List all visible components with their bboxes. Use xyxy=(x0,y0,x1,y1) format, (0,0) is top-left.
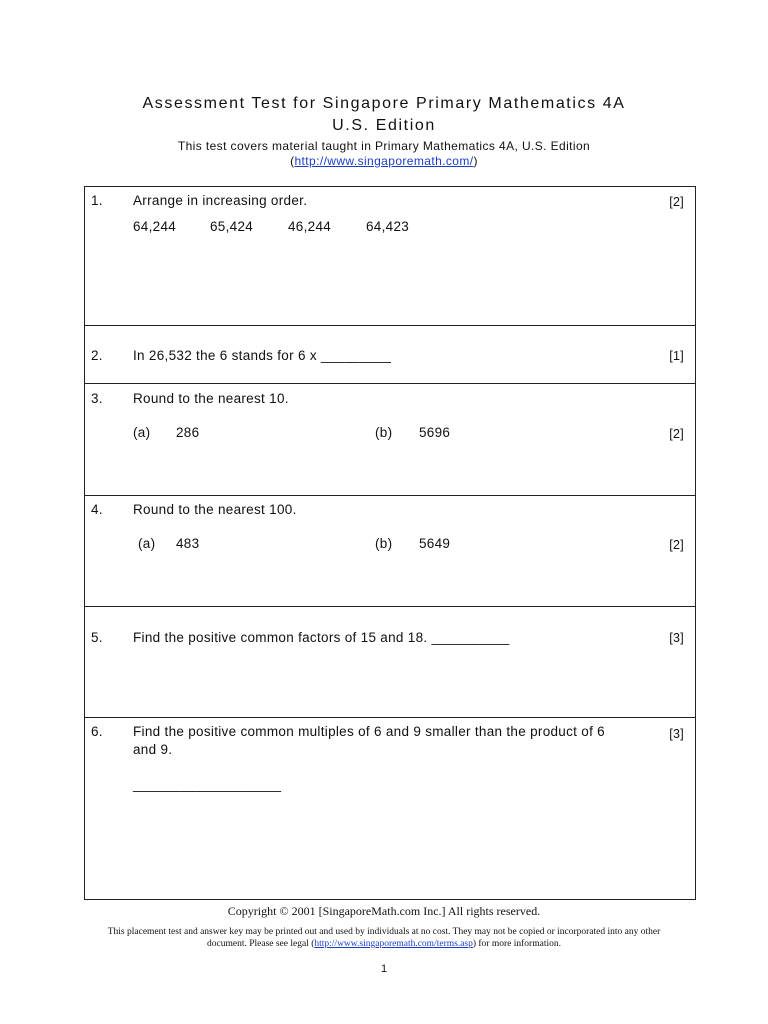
part-b-label: (b) xyxy=(375,536,393,551)
answer-line: ___________________ xyxy=(133,777,282,792)
part-a-label: (a) xyxy=(133,425,151,440)
paren-close: ) xyxy=(473,154,478,168)
question-text: Arrange in increasing order. xyxy=(133,193,308,208)
page-title: Assessment Test for Singapore Primary Mathematics 4A xyxy=(142,95,626,112)
table-rule-top xyxy=(84,186,696,187)
question-text: Find the positive common factors of 15 and 18. __________ xyxy=(133,630,510,645)
question-number: 2. xyxy=(91,348,103,363)
question-number: 1. xyxy=(91,193,103,208)
marks-badge: [1] xyxy=(669,349,684,363)
value-item: 64,423 xyxy=(366,219,410,234)
marks-badge: [3] xyxy=(669,631,684,645)
value-item: 46,244 xyxy=(288,219,332,234)
question-number: 6. xyxy=(91,724,103,739)
page-number: 1 xyxy=(380,963,388,975)
website-line xyxy=(0,154,768,168)
coverage-note: This test covers material taught in Primary Mathematics 4A, U.S. Edition xyxy=(177,139,591,153)
table-rule-4 xyxy=(84,606,696,607)
question-number: 5. xyxy=(91,630,103,645)
table-rule-1 xyxy=(84,325,696,326)
copyright: Copyright © 2001 [SingaporeMath.com Inc.] All rights reserved. xyxy=(227,904,541,918)
part-b-label: (b) xyxy=(375,425,393,440)
table-rule-5 xyxy=(84,717,696,718)
question-text: Round to the nearest 100. xyxy=(133,502,297,517)
part-a-value: 286 xyxy=(176,425,200,440)
notice-suffix: ) for more information. xyxy=(472,939,561,949)
table-rule-2 xyxy=(84,383,696,384)
usage-notice-line-2 xyxy=(0,938,768,950)
part-b-value: 5649 xyxy=(419,536,451,551)
question-text: In 26,532 the 6 stands for 6 x _________ xyxy=(133,348,392,363)
marks-badge: [2] xyxy=(669,195,684,209)
question-text: Round to the nearest 10. xyxy=(133,391,289,406)
table-rule-3 xyxy=(84,495,696,496)
paren-open: ( xyxy=(290,154,295,168)
notice-prefix: document. Please see legal ( xyxy=(207,939,315,949)
website-link[interactable]: http://www.singaporemath.com/ xyxy=(294,154,474,168)
part-a-value: 483 xyxy=(176,536,200,551)
marks-badge: [2] xyxy=(669,427,684,441)
marks-badge: [2] xyxy=(669,538,684,552)
question-text-line-2: and 9. xyxy=(133,742,173,757)
question-text-line-1: Find the positive common multiples of 6 and 9 smaller than the product of 6 xyxy=(133,724,605,739)
edition-subtitle: U.S. Edition xyxy=(332,117,436,134)
question-number: 4. xyxy=(91,502,103,517)
marks-badge: [3] xyxy=(669,727,684,741)
value-item: 64,244 xyxy=(133,219,177,234)
usage-notice-line-1: This placement test and answer key may be printed out and used by individuals at no cost. They may not be copied or incorporated into any other xyxy=(107,927,661,937)
legal-link[interactable]: http://www.singaporemath.com/terms.asp xyxy=(314,939,473,949)
part-b-value: 5696 xyxy=(419,425,451,440)
question-number: 3. xyxy=(91,391,103,406)
value-item: 65,424 xyxy=(210,219,254,234)
part-a-label: (a) xyxy=(138,536,156,551)
table-rule-bottom xyxy=(84,899,696,900)
